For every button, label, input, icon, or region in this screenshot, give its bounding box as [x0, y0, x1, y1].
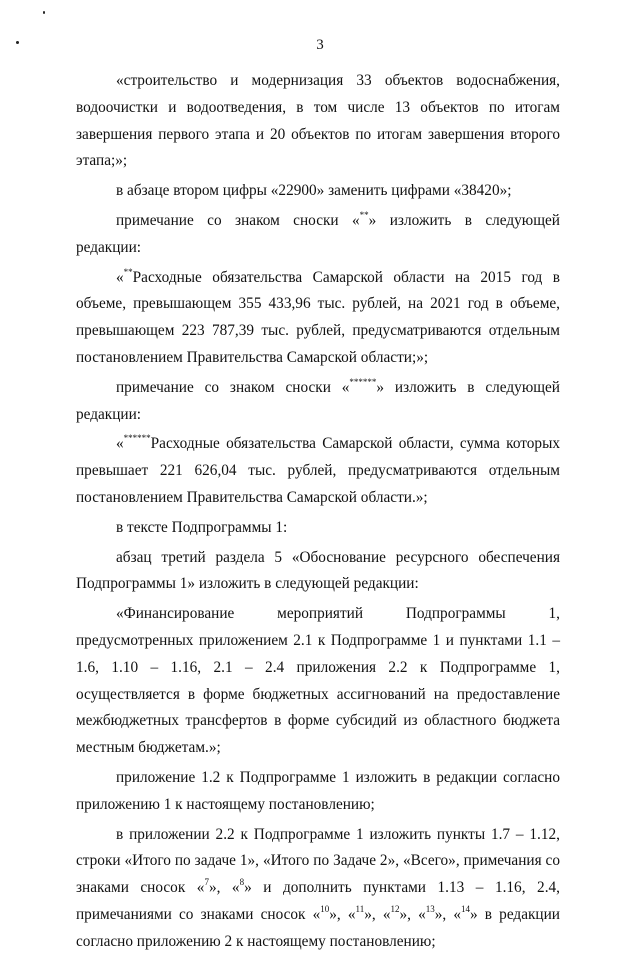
paragraph-text: », « [329, 905, 356, 923]
paragraph [76, 545, 560, 599]
footnote-mark: ** [123, 266, 133, 277]
footnote-mark: ** [359, 209, 369, 220]
paragraph-text: » изложить в следующей редакции: [76, 211, 560, 256]
paragraph-text: Расходные обязательства Самарской области, сумма которых превышает 221 626,04 тыс. рублей, предусматриваются отдельным постановлением Правительства Самарской области.»; [76, 435, 560, 506]
paragraph-text: примечание со знаком сноски « [116, 378, 350, 396]
paragraph-text: », « [434, 905, 462, 923]
paragraph [76, 515, 560, 542]
footnote-mark: 11 [355, 903, 365, 914]
paragraph-text: » и дополнить пунктами 1.13 – 1.16, 2.4, примечаниями со знаками сносок « [76, 879, 560, 923]
paragraph-text: примечание со знаком сноски « [116, 211, 360, 229]
paragraph [76, 431, 560, 511]
paragraph-text: Расходные обязательства Самарской области на 2015 год в объеме, превышающем 355 433,96 тыс. рублей, на 2021 год в объеме, превышающем 223 787,39 тыс. рублей, предусматриваются отдельным постановлением Правительства Самарской области;»; [76, 268, 560, 366]
footnote-mark: 10 [320, 903, 330, 914]
paragraph-text: », « [399, 905, 426, 923]
paragraph-text: » в редакции согласно приложению 2 к настоящему постановлению; [76, 905, 560, 950]
footnote-mark: 13 [425, 903, 435, 914]
paragraph [76, 68, 560, 175]
paragraph [76, 765, 560, 819]
paragraph [76, 822, 560, 956]
paragraph-text: « [116, 268, 124, 286]
footnote-mark: ****** [123, 433, 151, 444]
paragraph [76, 375, 560, 429]
paragraph-text: в приложении 2.2 к Подпрограмме 1 изложить пункты 1.7 – 1.12, строки «Итого по задаче 1», «Итого по Задаче 2», «Всего», примечания со знаками сносок « [76, 825, 560, 897]
paragraph-text: приложение 1.2 к Подпрограмме 1 изложить в редакции согласно приложению 1 к настоящему постановлению; [76, 768, 560, 813]
paragraph-text: » изложить в следующей редакции: [76, 378, 560, 423]
paragraph-text: », « [208, 879, 240, 897]
paragraph-text: в абзаце втором цифры «22900» заменить цифрами «38420»; [116, 182, 512, 200]
paragraph-text: « [116, 435, 124, 453]
footnote-mark: 8 [239, 877, 245, 888]
paragraph [76, 601, 560, 762]
footnote-mark: 7 [204, 877, 209, 888]
paragraph-text: «Финансирование мероприятий Подпрограммы 1, предусмотренных приложением 2.1 к Подпрограмме 1 и пунктами 1.1 – 1.6, 1.10 – 1.16, 2.1 – 2.4 приложения 2.2 к Подпрограмме 1, осуществляется в форме бюджетных ассигнований на предоставление межбюджетных трансфертов в форме субсидий из областного бюджета местным бюджетам.»; [76, 605, 560, 757]
footnote-mark: 14 [461, 903, 471, 914]
paragraph [76, 208, 560, 262]
footnote-mark: 12 [390, 903, 400, 914]
document-body [76, 68, 560, 959]
paragraph-text: в тексте Подпрограммы 1: [116, 518, 288, 536]
scan-artifact-dot [43, 11, 45, 14]
paragraph [76, 178, 560, 205]
page-number: 3 [316, 37, 324, 53]
footnote-mark: ****** [349, 376, 377, 387]
paragraph-text: », « [364, 905, 391, 923]
paragraph-text: «строительство и модернизация 33 объектов водоснабжения, водоочистки и водоотведения, в том числе 13 объектов по итогам завершения первого этапа и 20 объектов по итогам завершения второго этапа;»; [76, 72, 560, 170]
paragraph [76, 265, 560, 372]
paragraph-text: абзац третий раздела 5 «Обоснование ресурсного обеспечения Подпрограммы 1» изложить в следующей редакции: [76, 548, 560, 593]
